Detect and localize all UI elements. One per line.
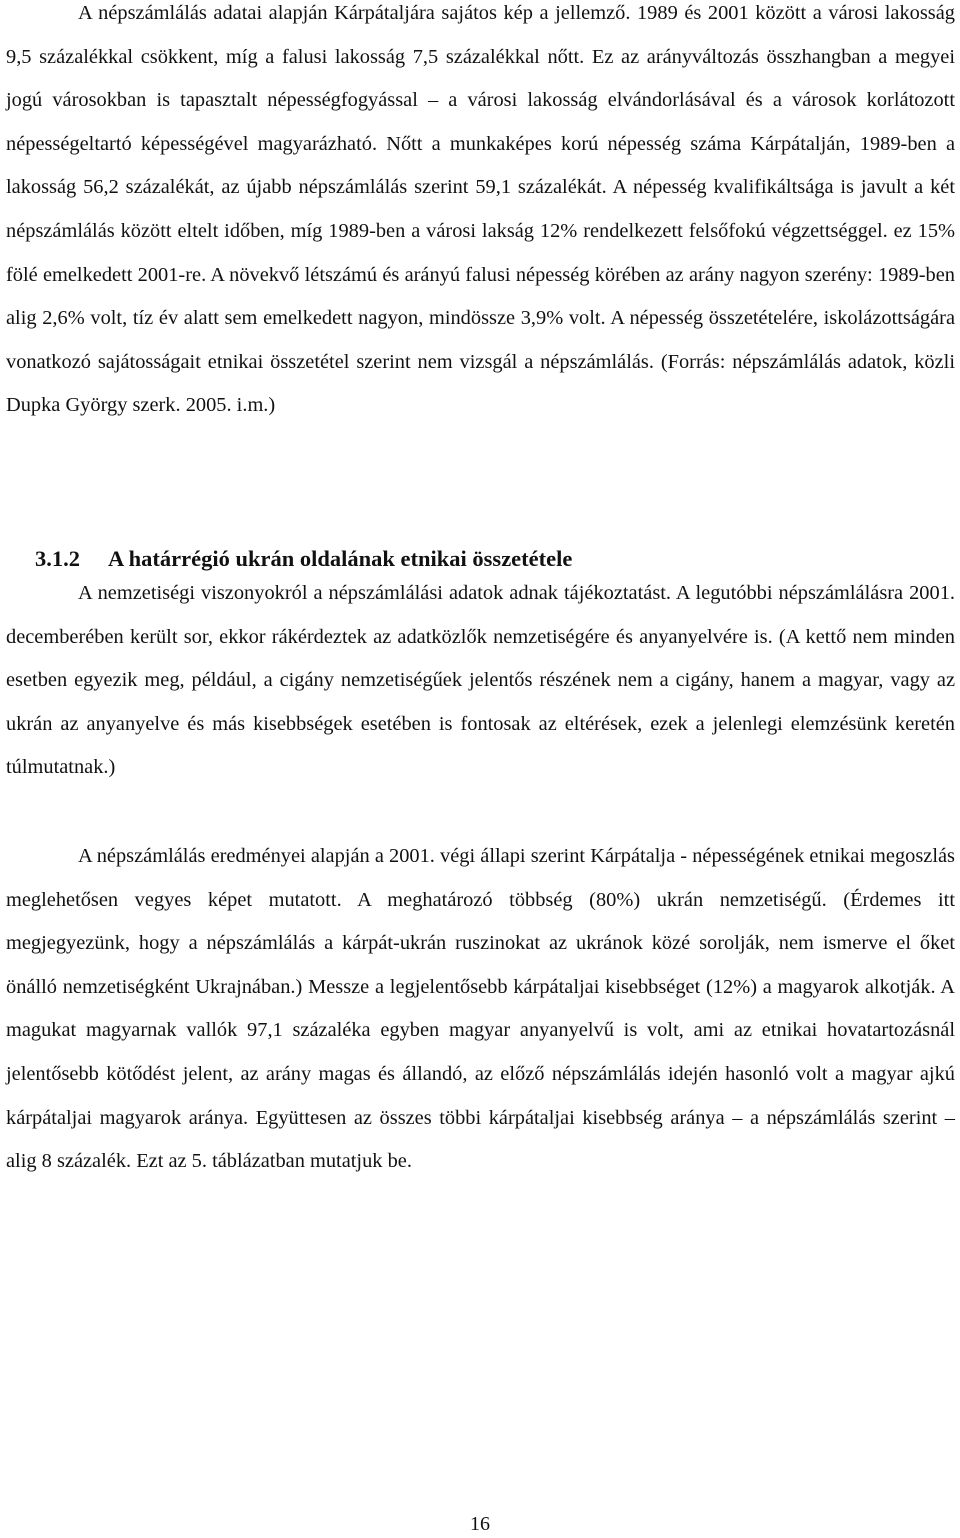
paragraph-census-population: A népszámlálás adatai alapján Kárpátaljára sajátos kép a jellemző. 1989 és 2001 között a városi lakosság 9,5 százalékkal csökkent, míg a falusi lakosság 7,5 százalékkal nőtt. Ez az arányváltozás összhangban a megyei jogú városokban is tapasztalt népességfogyással – a városi lakosság elvándorlásával és a városok korlátozott népességeltartó képességével magyarázható. Nőtt a munkaképes korú népesség száma Kárpátalján, 1989-ben a lakosság 56,2 százalékát, az újabb népszámlálás szerint 59,1 százalékát. A népesség kvalifikáltsága is javult a két népszámlálás között eltelt időben, míg 1989-ben a városi lakság 12% rendelkezett felsőfokú végzettséggel. ez 15% fölé emelkedett 2001-re. A növekvő létszámú és arányú falusi népesség körében az arány nagyon szerény: 1989-ben alig 2,6% volt, tíz év alatt sem emelkedett nagyon, mindössze 3,9% volt. A népesség összetételére, iskolázottságára vonatkozó sajátosságait etnikai összetétel szerint nem vizsgál a népszámlálás. (Forrás: népszámlálás adatok, közli Dupka György szerk. 2005. i.m.) [6, 2, 955, 417]
paragraph-ethnic-composition: A népszámlálás eredményei alapján a 2001. végi állapi szerint Kárpátalja - népességének etnikai megoszlás meglehetősen vegyes képet mutatott. A meghatározó többség (80%) ukrán nemzetiségű. (Érdemes itt megjegyezünk, hogy a népszámlálás a kárpát-ukrán ruszinokat az ukránok közé sorolják, nem ismerve el őket önálló nemzetiségként Ukrajnában.) Messze a legjelentősebb kárpátaljai kisebbséget (12%) a magyarok alkotják. A magukat magyarnak vallók 97,1 százaléka egyben magyar anyanyelvű is volt, ami az etnikai hovatartozásnál jelentősebb kötődést jelent, az arány magas és állandó, az előző népszámlálás idején hasonló volt a magyar ajkú kárpátaljai magyarok aránya. Együttesen az összes többi kárpátaljai kisebbség aránya – a népszámlálás szerint – alig 8 százalék. Ezt az 5. táblázatban mutatjuk be. [6, 845, 955, 1173]
section-title: A határrégió ukrán oldalának etnikai összetétele [108, 546, 573, 571]
paragraph-nationality-data: A nemzetiségi viszonyokról a népszámlálási adatok adnak tájékoztatást. A legutóbbi népszámlálásra 2001. decemberében került sor, ekkor rákérdeztek az adatközlők nemzetiségére és anyanyelvére is. (A kettő nem minden esetben egyezik meg, például, a cigány nemzetiségűek jelentős részének nem a cigány, hanem a magyar, vagy az ukrán az anyanyelve és más kisebbségek esetében is fontosak az eltérések, ezek a jelenlegi elemzésünk keretén túlmutatnak.) [6, 582, 955, 779]
section-number: 3.1.2 [35, 546, 80, 571]
page-number: 16 [470, 1513, 490, 1535]
